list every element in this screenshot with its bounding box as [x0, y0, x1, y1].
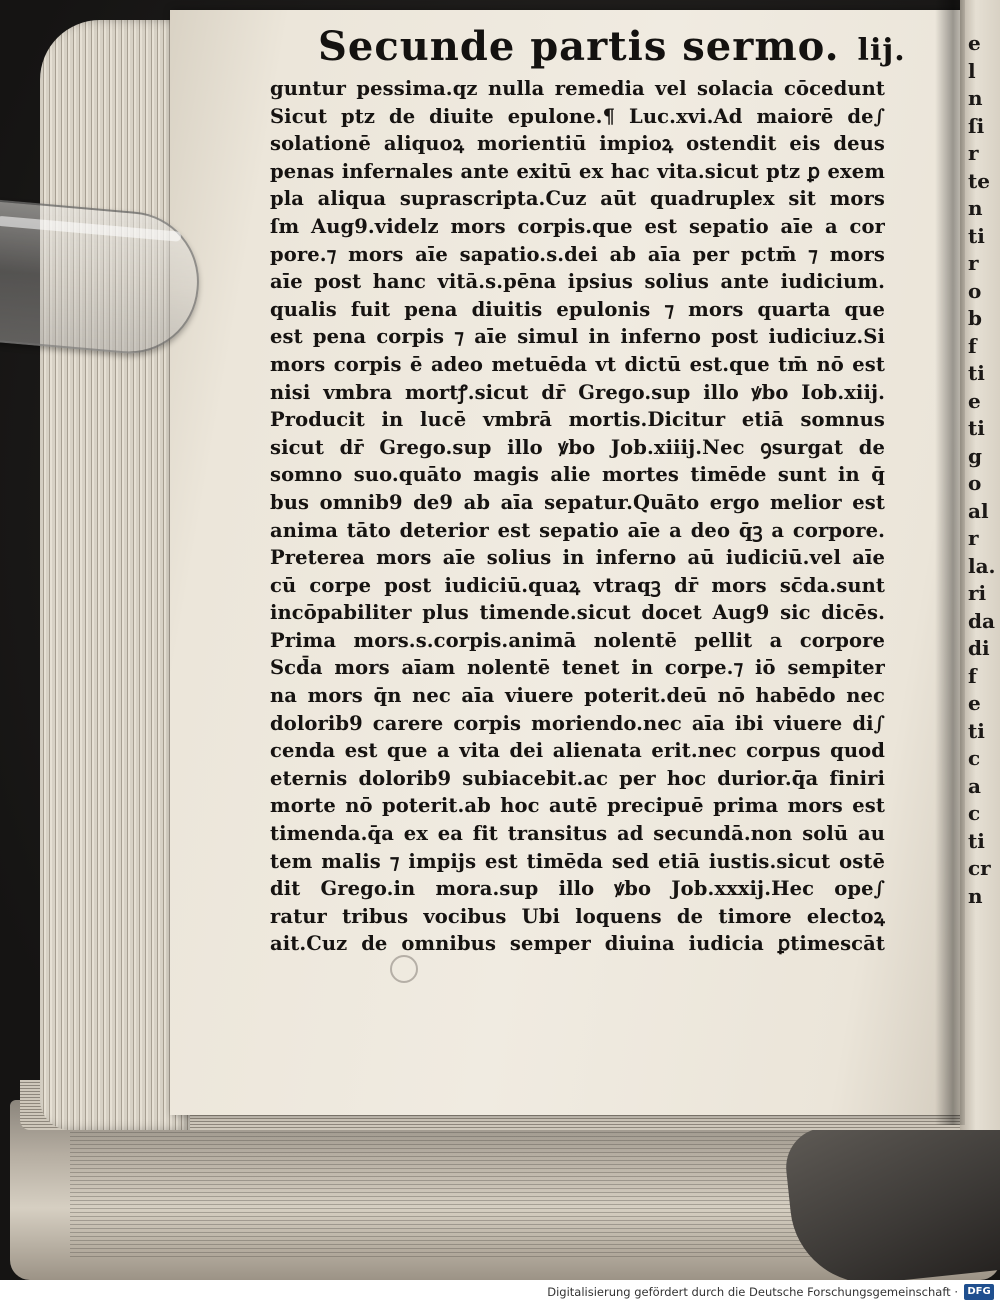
- page-gutter-shadow: [935, 0, 965, 1125]
- facing-page: [960, 0, 1000, 1130]
- folio-number: lij.: [857, 33, 906, 68]
- text-line: ait.Cuz de omnibus semper diuina iudicia ꝑtimescāt: [270, 932, 885, 956]
- text-block: [270, 75, 885, 958]
- facing-page-fragment: n: [968, 883, 983, 908]
- facing-page-fragment: o: [968, 278, 982, 303]
- text-line: tem malis ⁊ impijs est timēda sed etiā iustis.sicut ostē: [270, 849, 885, 873]
- text-line: Sicut ptz de diuite epulone.¶ Luc.xvi.Ad maiorē de∫: [270, 104, 885, 128]
- funding-credit: Digitalisierung gefördert durch die Deutsche Forschungsgemeinschaft ·: [547, 1285, 958, 1299]
- text-line: cenda est que a vita dei alienata erit.nec corpus quod: [270, 739, 885, 763]
- text-line: somno suo.quāto magis alie mortes timēde sunt in q̄: [270, 463, 885, 487]
- facing-page-fragment: o: [968, 471, 982, 495]
- text-line: nisi vmbra mortꝭ.sicut dr̄ Grego.sup illo ꝟbo Iob.xiij.: [270, 380, 885, 404]
- facing-page-fragment: te: [968, 168, 990, 193]
- facing-page-fragment: al: [968, 498, 989, 523]
- facing-page-text: [968, 30, 1000, 910]
- facing-page-fragment: f: [968, 663, 977, 688]
- text-line: qualis fuit pena diuitis epulonis ⁊ mors quarta que: [270, 297, 885, 321]
- text-line: timenda.q̄a ex ea fit transitus ad secundā.non solū au: [270, 822, 885, 846]
- facing-page-fragment: e: [968, 31, 981, 55]
- facing-page-fragment: f: [968, 333, 977, 358]
- running-head: [318, 22, 906, 72]
- facing-page-fragment: r: [968, 251, 979, 275]
- text-line: Prima mors.s.corpis.animā nolentē pellit a corpore: [270, 628, 885, 652]
- text-line: dolorib9 carere corpis moriendo.nec aīa ibi viuere di∫: [270, 711, 885, 735]
- facing-page-fragment: e: [968, 388, 981, 413]
- facing-page-fragment: n: [968, 196, 983, 220]
- text-line: solationē aliquoꝝ morientiū impioꝝ ostendit eis deus: [270, 132, 885, 156]
- text-line: cū corpe post iudiciū.quaꝝ vtraqꝫ dr̄ mors sc̄da.sunt: [270, 573, 885, 597]
- text-line: penas infernales ante exitū ex hac vita.sicut ptz ꝑ exem: [270, 159, 885, 183]
- text-line: na mors q̄n nec aīa viuere poterit.deū nō habēdo nec: [270, 684, 885, 708]
- facing-page-fragment: ti: [968, 828, 985, 853]
- facing-page-fragment: ſi: [968, 113, 985, 138]
- paper-stain: [390, 955, 418, 983]
- facing-page-fragment: b: [968, 306, 982, 330]
- text-line: sicut dr̄ Grego.sup illo ꝟbo Job.xiiij.Nec ꝯsurgat de: [270, 435, 885, 459]
- facing-page-fragment: e: [968, 691, 981, 715]
- facing-page-fragment: l: [968, 58, 976, 83]
- text-line: bus omnib9 de9 ab aīa sepatur.Quāto ergo melior est: [270, 490, 885, 514]
- text-line: Scd̄a mors aīam nolentē tenet in corpe.⁊ iō sempiter: [270, 656, 885, 680]
- text-line: mors corpis ē adeo metuēda vt dictū est.que tm̄ nō est: [270, 352, 885, 376]
- text-line: guntur pessima.qz nulla remedia vel solacia cōcedunt: [270, 77, 885, 100]
- facing-page-fragment: g: [968, 443, 982, 468]
- facing-page-fragment: ti: [968, 718, 985, 743]
- facing-page-fragment: n: [968, 86, 983, 110]
- facing-page-fragment: ti: [968, 416, 985, 440]
- running-head-title: Secunde partis sermo.: [318, 23, 840, 70]
- facing-page-fragment: ti: [968, 223, 985, 248]
- text-line: Preterea mors aīe solius in inferno aū iudiciū.vel aīe: [270, 546, 885, 570]
- facing-page-fragment: di: [968, 636, 990, 660]
- text-line: pla aliqua suprascripta.Cuz aūt quadruplex sit mors: [270, 187, 885, 211]
- text-line: est pena corpis ⁊ aīe simul in inferno post iudiciuz.Si: [270, 325, 885, 349]
- dfg-logo: DFG: [964, 1284, 994, 1300]
- facing-page-fragment: ti: [968, 361, 985, 385]
- text-line: aīe post hanc vitā.s.pēna ipsius solius ante iudicium.: [270, 270, 885, 294]
- text-line: ſm Aug9.videlz mors corpis.que est sepatio aīe a cor: [270, 214, 885, 238]
- facing-page-fragment: da: [968, 608, 995, 633]
- text-line: Producit in lucē vmbrā mortis.Dicitur etiā somnus: [270, 408, 885, 432]
- text-line: dit Grego.in mora.sup illo ꝟbo Job.xxxij.Hec ope∫: [270, 877, 885, 901]
- facing-page-fragment: r: [968, 526, 979, 550]
- text-line: ratur tribus vocibus Ubi loquens de timore electoꝝ: [270, 904, 885, 928]
- facing-page-fragment: la.: [968, 553, 996, 578]
- facing-page-fragment: r: [968, 141, 979, 165]
- facing-page-fragment: cr: [968, 856, 991, 880]
- text-line: anima tāto deterior est sepatio aīe a deo q̄ꝫ a corpore.: [270, 518, 885, 542]
- facing-page-fragment: c: [968, 801, 981, 825]
- facing-page-fragment: a: [968, 773, 981, 798]
- text-line: eternis dolorib9 subiacebit.ac per hoc durior.q̄a finiri: [270, 766, 885, 790]
- text-line: pore.⁊ mors aīe sapatio.s.dei ab aīa per pctm̄ ⁊ mors: [270, 242, 885, 266]
- facing-page-fragment: ri: [968, 581, 987, 605]
- page-edges-left: [40, 20, 190, 1130]
- text-line: morte nō poterit.ab hoc autē precipuē prima mors est: [270, 794, 885, 818]
- text-line: incōpabiliter plus timende.sicut docet Aug9 sic dicēs.: [270, 601, 885, 625]
- facing-page-fragment: c: [968, 746, 981, 770]
- footer-bar: [0, 1280, 1000, 1305]
- book-cover-corner: [782, 1109, 1000, 1280]
